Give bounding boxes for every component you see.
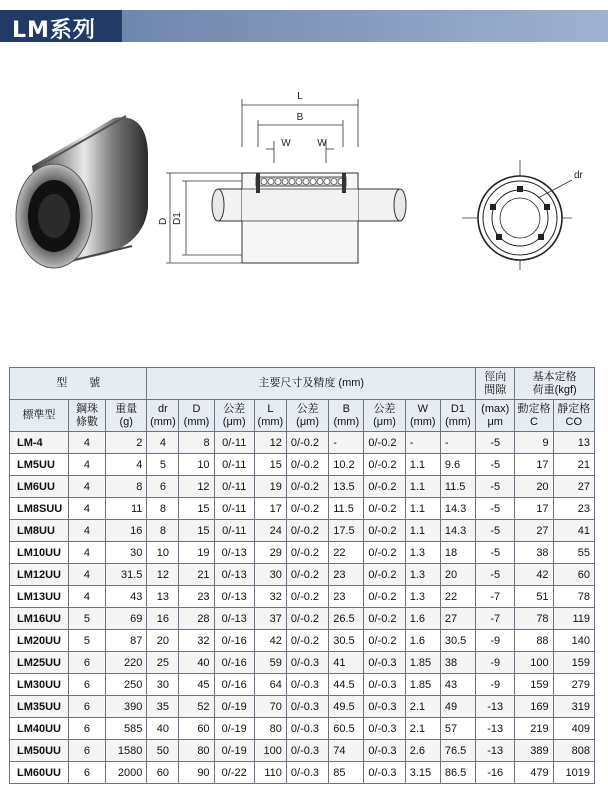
cell-W: 3.15	[405, 762, 440, 784]
cell-dr: 30	[147, 674, 179, 696]
cell-dr: 40	[147, 718, 179, 740]
group-header-model: 型 號	[10, 368, 147, 400]
cell-dynamic-load: 51	[515, 586, 553, 608]
cell-clearance: -9	[476, 652, 515, 674]
cell-balls: 4	[68, 476, 105, 498]
cell-model: LM35UU	[10, 696, 69, 718]
cell-dr: 12	[147, 564, 179, 586]
table-row	[10, 718, 595, 740]
cell-D: 45	[179, 674, 214, 696]
cell-B: 74	[329, 740, 364, 762]
cell-L: 110	[254, 762, 286, 784]
col-header-static-load: 靜定格 CO	[553, 400, 594, 432]
col-header-clearance: (max) μm	[476, 400, 515, 432]
cell-clearance: -13	[476, 718, 515, 740]
cell-tolerance-D: 0/-13	[214, 564, 254, 586]
cell-D: 23	[179, 586, 214, 608]
cell-B: 23	[329, 564, 364, 586]
cell-balls: 6	[68, 762, 105, 784]
cell-dr: 50	[147, 740, 179, 762]
cell-tolerance-B: 0/-0.3	[364, 740, 405, 762]
cell-D: 40	[179, 652, 214, 674]
cell-static-load: 21	[553, 454, 594, 476]
col-header-L: L (mm)	[254, 400, 286, 432]
group-header-clearance: 徑向 間隙	[476, 368, 515, 400]
cell-tolerance-D: 0/-16	[214, 652, 254, 674]
cell-D: 8	[179, 432, 214, 454]
cell-clearance: -5	[476, 542, 515, 564]
table-row	[10, 630, 595, 652]
cell-static-load: 23	[553, 498, 594, 520]
cell-tolerance-L: 0/-0.2	[286, 520, 328, 542]
cell-dr: 13	[147, 586, 179, 608]
cell-D1: 11.5	[440, 476, 475, 498]
cell-dynamic-load: 219	[515, 718, 553, 740]
cell-clearance: -5	[476, 520, 515, 542]
group-header-load-rating: 基本定格 荷重(kgf)	[515, 368, 595, 400]
col-header-dr: dr (mm)	[147, 400, 179, 432]
cell-dr: 25	[147, 652, 179, 674]
bearing-photo	[14, 108, 149, 278]
cell-model: LM60UU	[10, 762, 69, 784]
cell-model: LM8SUU	[10, 498, 69, 520]
cell-tolerance-D: 0/-22	[214, 762, 254, 784]
cell-L: 80	[254, 718, 286, 740]
table-row	[10, 608, 595, 630]
cell-dynamic-load: 88	[515, 630, 553, 652]
cell-model: LM10UU	[10, 542, 69, 564]
dim-D-label: D	[158, 217, 169, 225]
cell-W: 1.1	[405, 520, 440, 542]
col-header-tolerance-B: 公差 (μm)	[364, 400, 405, 432]
cell-tolerance-L: 0/-0.2	[286, 542, 328, 564]
cell-W: -	[405, 432, 440, 454]
cell-tolerance-L: 0/-0.2	[286, 432, 328, 454]
cell-model: LM25UU	[10, 652, 69, 674]
table-row	[10, 740, 595, 762]
cell-tolerance-D: 0/-11	[214, 498, 254, 520]
cell-W: 1.85	[405, 674, 440, 696]
cell-B: 30.5	[329, 630, 364, 652]
cell-tolerance-D: 0/-11	[214, 476, 254, 498]
cell-model: LM50UU	[10, 740, 69, 762]
dim-W-right-label: W	[317, 138, 327, 149]
cell-weight: 220	[106, 652, 147, 674]
table-row	[10, 674, 595, 696]
cell-weight: 31.5	[106, 564, 147, 586]
cell-weight: 2	[106, 432, 147, 454]
cell-D1: 38	[440, 652, 475, 674]
cell-tolerance-B: 0/-0.3	[364, 718, 405, 740]
cell-L: 64	[254, 674, 286, 696]
table-row	[10, 476, 595, 498]
cell-tolerance-D: 0/-16	[214, 630, 254, 652]
cell-model: LM12UU	[10, 564, 69, 586]
dim-L-label: L	[297, 91, 303, 102]
cell-weight: 390	[106, 696, 147, 718]
cell-tolerance-L: 0/-0.3	[286, 740, 328, 762]
cell-static-load: 279	[553, 674, 594, 696]
col-header-model: 標準型	[10, 400, 69, 432]
cell-tolerance-D: 0/-13	[214, 608, 254, 630]
cell-tolerance-B: 0/-0.2	[364, 608, 405, 630]
cell-D1: 30.5	[440, 630, 475, 652]
table-row	[10, 432, 595, 454]
cell-balls: 6	[68, 652, 105, 674]
cell-B: 44.5	[329, 674, 364, 696]
cell-weight: 30	[106, 542, 147, 564]
banner-dark-block	[0, 10, 122, 42]
cell-tolerance-D: 0/-13	[214, 586, 254, 608]
cell-dynamic-load: 9	[515, 432, 553, 454]
cell-clearance: -9	[476, 674, 515, 696]
cell-L: 15	[254, 454, 286, 476]
cell-D1: 49	[440, 696, 475, 718]
cell-clearance: -7	[476, 608, 515, 630]
cell-balls: 4	[68, 542, 105, 564]
cell-balls: 4	[68, 432, 105, 454]
cell-B: 22	[329, 542, 364, 564]
cell-L: 29	[254, 542, 286, 564]
cell-weight: 69	[106, 608, 147, 630]
cell-tolerance-B: 0/-0.2	[364, 520, 405, 542]
cell-D: 28	[179, 608, 214, 630]
cell-weight: 1580	[106, 740, 147, 762]
cell-static-load: 140	[553, 630, 594, 652]
cell-model: LM16UU	[10, 608, 69, 630]
cell-B: 23	[329, 586, 364, 608]
col-header-tolerance-D: 公差 (μm)	[214, 400, 254, 432]
cell-clearance: -5	[476, 564, 515, 586]
cell-tolerance-B: 0/-0.2	[364, 498, 405, 520]
cell-tolerance-B: 0/-0.3	[364, 652, 405, 674]
table-row	[10, 762, 595, 784]
dim-dr-label: dr	[574, 170, 583, 181]
cell-dynamic-load: 20	[515, 476, 553, 498]
cell-tolerance-L: 0/-0.2	[286, 608, 328, 630]
cell-balls: 5	[68, 630, 105, 652]
cell-D1: 76.5	[440, 740, 475, 762]
cell-balls: 6	[68, 696, 105, 718]
cell-D: 15	[179, 498, 214, 520]
cell-L: 30	[254, 564, 286, 586]
cell-dynamic-load: 159	[515, 674, 553, 696]
cell-D1: 14.3	[440, 498, 475, 520]
cell-static-load: 27	[553, 476, 594, 498]
cell-balls: 6	[68, 740, 105, 762]
cell-dynamic-load: 100	[515, 652, 553, 674]
banner-light-block	[122, 10, 608, 42]
cell-dynamic-load: 389	[515, 740, 553, 762]
cell-B: 17.5	[329, 520, 364, 542]
cell-clearance: -7	[476, 586, 515, 608]
cell-W: 2.1	[405, 696, 440, 718]
spec-table-body	[10, 432, 595, 784]
bearing-section-drawing	[160, 85, 445, 265]
table-row	[10, 454, 595, 476]
col-header-W: W (mm)	[405, 400, 440, 432]
cell-D: 10	[179, 454, 214, 476]
cell-tolerance-L: 0/-0.2	[286, 564, 328, 586]
cell-dynamic-load: 17	[515, 498, 553, 520]
cell-D1: 27	[440, 608, 475, 630]
cell-dynamic-load: 169	[515, 696, 553, 718]
cell-tolerance-D: 0/-11	[214, 432, 254, 454]
cell-B: 10.2	[329, 454, 364, 476]
cell-tolerance-B: 0/-0.2	[364, 586, 405, 608]
cell-balls: 4	[68, 498, 105, 520]
cell-balls: 6	[68, 674, 105, 696]
cell-W: 1.85	[405, 652, 440, 674]
cell-clearance: -13	[476, 696, 515, 718]
cell-balls: 4	[68, 520, 105, 542]
cell-dr: 35	[147, 696, 179, 718]
cell-dr: 6	[147, 476, 179, 498]
cell-L: 37	[254, 608, 286, 630]
cell-balls: 5	[68, 608, 105, 630]
section-banner	[0, 10, 608, 42]
table-row	[10, 520, 595, 542]
cell-weight: 43	[106, 586, 147, 608]
cell-tolerance-L: 0/-0.2	[286, 630, 328, 652]
cell-tolerance-D: 0/-19	[214, 740, 254, 762]
col-header-dynamic-load: 動定格 C	[515, 400, 553, 432]
cell-balls: 4	[68, 586, 105, 608]
cell-balls: 4	[68, 564, 105, 586]
cell-static-load: 159	[553, 652, 594, 674]
cell-L: 17	[254, 498, 286, 520]
cell-D: 32	[179, 630, 214, 652]
cell-B: -	[329, 432, 364, 454]
cell-L: 24	[254, 520, 286, 542]
cell-tolerance-B: 0/-0.3	[364, 674, 405, 696]
cell-tolerance-L: 0/-0.2	[286, 476, 328, 498]
cell-dr: 10	[147, 542, 179, 564]
cell-model: LM40UU	[10, 718, 69, 740]
cell-static-load: 13	[553, 432, 594, 454]
cell-tolerance-B: 0/-0.2	[364, 432, 405, 454]
cell-L: 100	[254, 740, 286, 762]
cell-tolerance-B: 0/-0.3	[364, 696, 405, 718]
cell-static-load: 409	[553, 718, 594, 740]
col-header-D1: D1 (mm)	[440, 400, 475, 432]
cell-L: 12	[254, 432, 286, 454]
table-row	[10, 498, 595, 520]
cell-D1: 57	[440, 718, 475, 740]
col-header-D: D (mm)	[179, 400, 214, 432]
cell-dr: 16	[147, 608, 179, 630]
cell-D1: 9.6	[440, 454, 475, 476]
cell-tolerance-L: 0/-0.2	[286, 454, 328, 476]
cell-tolerance-B: 0/-0.2	[364, 542, 405, 564]
cell-static-load: 319	[553, 696, 594, 718]
cell-model: LM20UU	[10, 630, 69, 652]
cell-tolerance-L: 0/-0.3	[286, 652, 328, 674]
group-header-dimensions: 主要尺寸及精度 (mm)	[147, 368, 476, 400]
cell-tolerance-L: 0/-0.3	[286, 674, 328, 696]
cell-L: 59	[254, 652, 286, 674]
cell-tolerance-B: 0/-0.2	[364, 476, 405, 498]
cell-D: 80	[179, 740, 214, 762]
cell-B: 26.5	[329, 608, 364, 630]
cell-W: 1.6	[405, 630, 440, 652]
cell-W: 1.3	[405, 586, 440, 608]
cell-D: 52	[179, 696, 214, 718]
cell-balls: 4	[68, 454, 105, 476]
col-header-balls: 鋼珠 條數	[68, 400, 105, 432]
col-header-tolerance-L: 公差 (μm)	[286, 400, 328, 432]
cell-clearance: -5	[476, 498, 515, 520]
cell-B: 41	[329, 652, 364, 674]
cell-weight: 11	[106, 498, 147, 520]
cell-W: 1.3	[405, 564, 440, 586]
cell-static-load: 41	[553, 520, 594, 542]
cell-D1: 20	[440, 564, 475, 586]
dim-D1-label: D1	[172, 212, 183, 225]
cell-clearance: -5	[476, 454, 515, 476]
cell-D: 60	[179, 718, 214, 740]
cell-D1: 14.3	[440, 520, 475, 542]
cell-tolerance-L: 0/-0.3	[286, 718, 328, 740]
dim-B-label: B	[296, 112, 304, 123]
cell-clearance: -9	[476, 630, 515, 652]
dim-W-left-label: W	[281, 138, 291, 149]
cell-D: 15	[179, 520, 214, 542]
cell-W: 1.6	[405, 608, 440, 630]
cell-dynamic-load: 27	[515, 520, 553, 542]
cell-L: 32	[254, 586, 286, 608]
cell-model: LM6UU	[10, 476, 69, 498]
cell-D: 21	[179, 564, 214, 586]
table-row	[10, 564, 595, 586]
table-row	[10, 696, 595, 718]
bearing-end-view-drawing	[462, 160, 592, 270]
cell-tolerance-B: 0/-0.2	[364, 564, 405, 586]
cell-model: LM13UU	[10, 586, 69, 608]
cell-tolerance-B: 0/-0.3	[364, 762, 405, 784]
cell-dynamic-load: 42	[515, 564, 553, 586]
cell-tolerance-D: 0/-13	[214, 542, 254, 564]
cell-tolerance-D: 0/-16	[214, 674, 254, 696]
cell-dr: 60	[147, 762, 179, 784]
cell-weight: 250	[106, 674, 147, 696]
cell-D1: -	[440, 432, 475, 454]
cell-D: 90	[179, 762, 214, 784]
cell-B: 11.5	[329, 498, 364, 520]
cell-dynamic-load: 78	[515, 608, 553, 630]
cell-clearance: -16	[476, 762, 515, 784]
cell-B: 60.5	[329, 718, 364, 740]
cell-W: 2.6	[405, 740, 440, 762]
cell-weight: 585	[106, 718, 147, 740]
cell-dr: 5	[147, 454, 179, 476]
cell-dr: 4	[147, 432, 179, 454]
cell-L: 70	[254, 696, 286, 718]
cell-D1: 18	[440, 542, 475, 564]
cell-tolerance-D: 0/-11	[214, 520, 254, 542]
cell-L: 19	[254, 476, 286, 498]
cell-model: LM8UU	[10, 520, 69, 542]
cell-D1: 86.5	[440, 762, 475, 784]
cell-model: LM30UU	[10, 674, 69, 696]
cell-clearance: -13	[476, 740, 515, 762]
cell-D: 19	[179, 542, 214, 564]
table-row	[10, 586, 595, 608]
cell-static-load: 78	[553, 586, 594, 608]
cell-balls: 6	[68, 718, 105, 740]
cell-W: 1.1	[405, 498, 440, 520]
cell-D: 12	[179, 476, 214, 498]
cell-static-load: 60	[553, 564, 594, 586]
cell-W: 2.1	[405, 718, 440, 740]
cell-weight: 87	[106, 630, 147, 652]
cell-D1: 43	[440, 674, 475, 696]
cell-weight: 2000	[106, 762, 147, 784]
cell-clearance: -5	[476, 476, 515, 498]
cell-tolerance-L: 0/-0.3	[286, 762, 328, 784]
cell-dynamic-load: 17	[515, 454, 553, 476]
col-header-weight: 重量 (g)	[106, 400, 147, 432]
cell-W: 1.1	[405, 476, 440, 498]
cell-dr: 20	[147, 630, 179, 652]
cell-dr: 8	[147, 520, 179, 542]
cell-tolerance-L: 0/-0.2	[286, 586, 328, 608]
page-title: LM系列	[12, 18, 96, 43]
cell-weight: 16	[106, 520, 147, 542]
cell-model: LM5UU	[10, 454, 69, 476]
cell-tolerance-L: 0/-0.2	[286, 498, 328, 520]
cell-tolerance-D: 0/-19	[214, 718, 254, 740]
cell-tolerance-B: 0/-0.2	[364, 454, 405, 476]
cell-B: 85	[329, 762, 364, 784]
cell-L: 42	[254, 630, 286, 652]
cell-B: 13.5	[329, 476, 364, 498]
cell-W: 1.3	[405, 542, 440, 564]
cell-D1: 22	[440, 586, 475, 608]
cell-tolerance-D: 0/-19	[214, 696, 254, 718]
cell-tolerance-L: 0/-0.3	[286, 696, 328, 718]
cell-model: LM-4	[10, 432, 69, 454]
cell-tolerance-D: 0/-11	[214, 454, 254, 476]
cell-dynamic-load: 38	[515, 542, 553, 564]
cell-static-load: 55	[553, 542, 594, 564]
cell-B: 49.5	[329, 696, 364, 718]
cell-tolerance-B: 0/-0.2	[364, 630, 405, 652]
cell-W: 1.1	[405, 454, 440, 476]
cell-static-load: 1019	[553, 762, 594, 784]
cell-weight: 8	[106, 476, 147, 498]
cell-dr: 8	[147, 498, 179, 520]
col-header-B: B (mm)	[329, 400, 364, 432]
cell-clearance: -5	[476, 432, 515, 454]
table-row	[10, 542, 595, 564]
cell-static-load: 808	[553, 740, 594, 762]
table-row	[10, 652, 595, 674]
spec-table	[9, 367, 595, 784]
cell-weight: 4	[106, 454, 147, 476]
cell-static-load: 119	[553, 608, 594, 630]
cell-dynamic-load: 479	[515, 762, 553, 784]
